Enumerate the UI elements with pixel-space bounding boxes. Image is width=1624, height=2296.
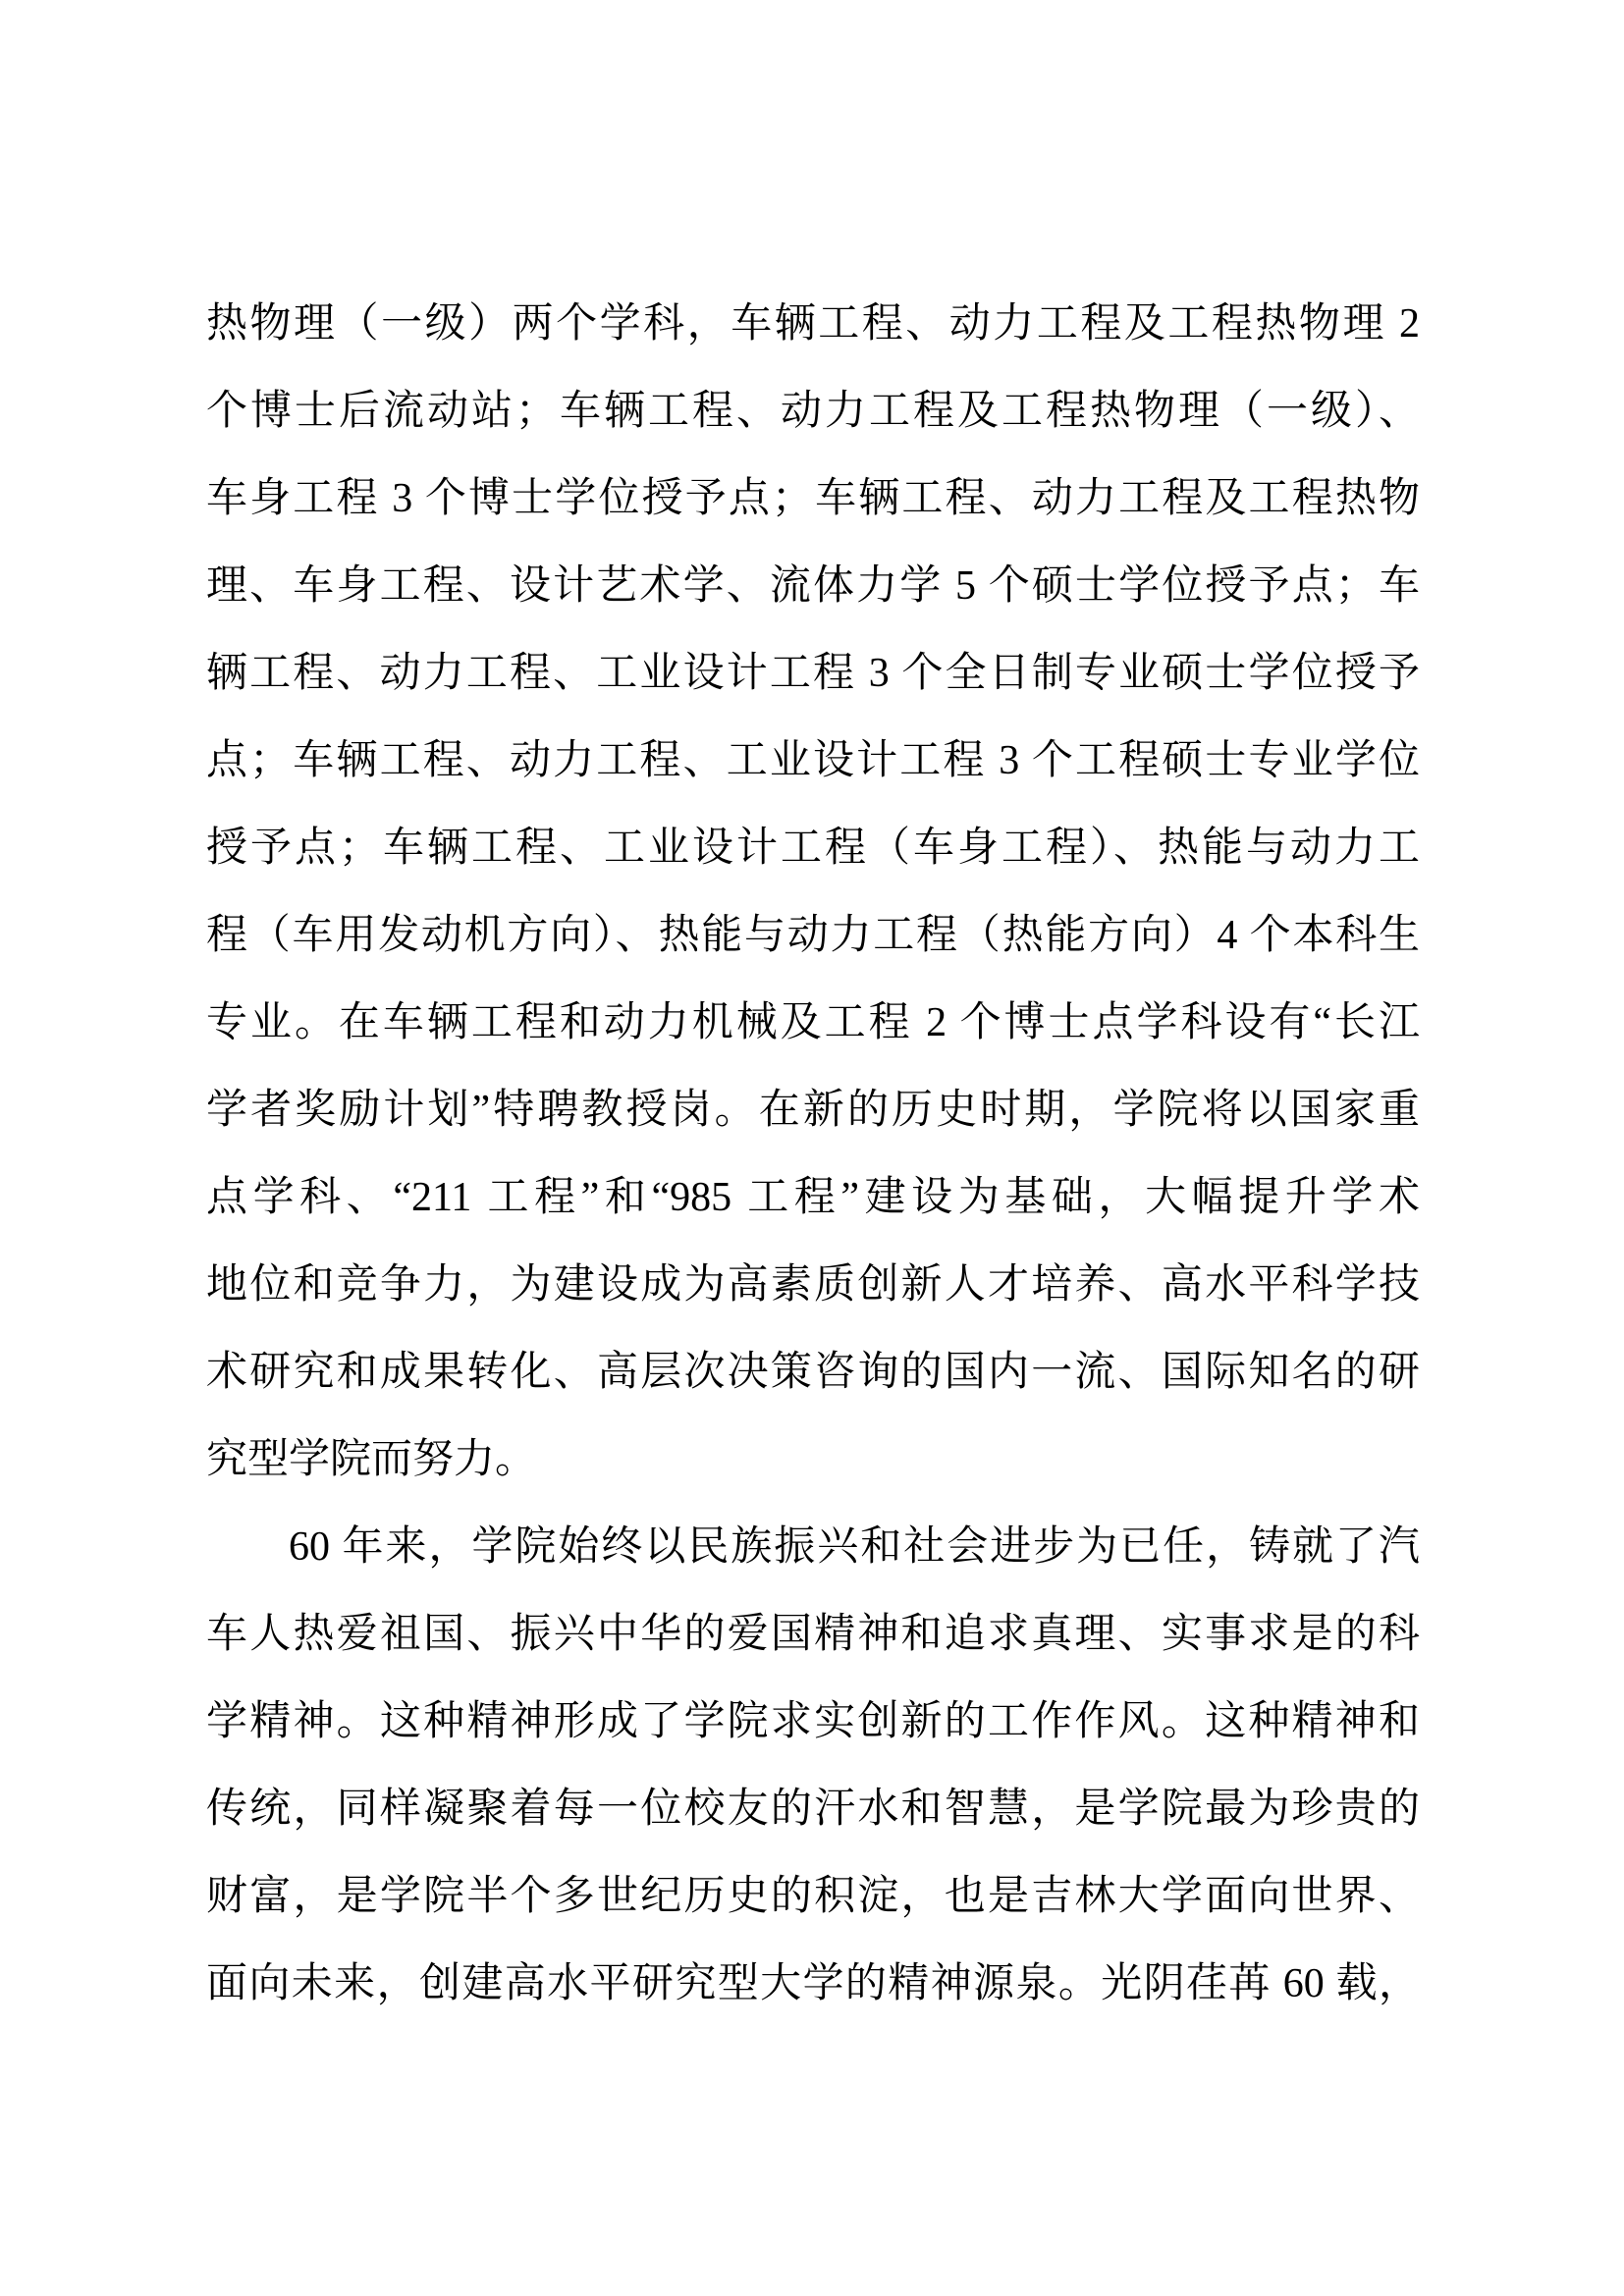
text-line: 点；车辆工程、动力工程、工业设计工程 3 个工程硕士专业学位 bbox=[206, 738, 1420, 783]
text-line: 车人热爱祖国、振兴中华的爱国精神和追求真理、实事求是的科 bbox=[206, 1612, 1420, 1657]
text-line: 车身工程 3 个博士学位授予点；车辆工程、动力工程及工程热物 bbox=[206, 476, 1420, 521]
text-line: 学精神。这种精神形成了学院求实创新的工作作风。这种精神和 bbox=[206, 1699, 1420, 1744]
document-body bbox=[206, 281, 1420, 2028]
text-line: 地位和竞争力，为建设成为高素质创新人才培养、高水平科学技 bbox=[206, 1262, 1420, 1308]
text-line: 传统，同样凝聚着每一位校友的汗水和智慧，是学院最为珍贵的 bbox=[206, 1787, 1420, 1832]
text-line: 60 年来，学院始终以民族振兴和社会进步为已任，铸就了汽 bbox=[289, 1524, 1420, 1570]
text-line: 个博士后流动站；车辆工程、动力工程及工程热物理（一级）、 bbox=[206, 389, 1420, 434]
text-line: 程（车用发动机方向）、热能与动力工程（热能方向）4 个本科生 bbox=[206, 913, 1420, 958]
text-line: 理、车身工程、设计艺术学、流体力学 5 个硕士学位授予点；车 bbox=[206, 563, 1420, 609]
text-line: 专业。在车辆工程和动力机械及工程 2 个博士点学科设有“长江 bbox=[206, 1000, 1420, 1045]
text-line: 学者奖励计划”特聘教授岗。在新的历史时期，学院将以国家重 bbox=[206, 1088, 1420, 1133]
paragraph-2 bbox=[206, 1504, 1420, 2028]
paragraph-1 bbox=[206, 281, 1420, 1504]
text-line: 热物理（一级）两个学科，车辆工程、动力工程及工程热物理 2 bbox=[206, 301, 1420, 347]
text-line: 财富，是学院半个多世纪历史的积淀，也是吉林大学面向世界、 bbox=[206, 1874, 1420, 1919]
text-line: 授予点；车辆工程、工业设计工程（车身工程）、热能与动力工 bbox=[206, 826, 1420, 871]
text-line: 术研究和成果转化、高层次决策咨询的国内一流、国际知名的研 bbox=[206, 1350, 1420, 1395]
text-line: 点学科、“211 工程”和“985 工程”建设为基础，大幅提升学术 bbox=[206, 1175, 1420, 1220]
text-line: 究型学院而努力。 bbox=[206, 1437, 537, 1482]
text-line: 面向未来，创建高水平研究型大学的精神源泉。光阴荏苒 60 载， bbox=[206, 1961, 1420, 2006]
text-line: 辆工程、动力工程、工业设计工程 3 个全日制专业硕士学位授予 bbox=[206, 651, 1420, 696]
